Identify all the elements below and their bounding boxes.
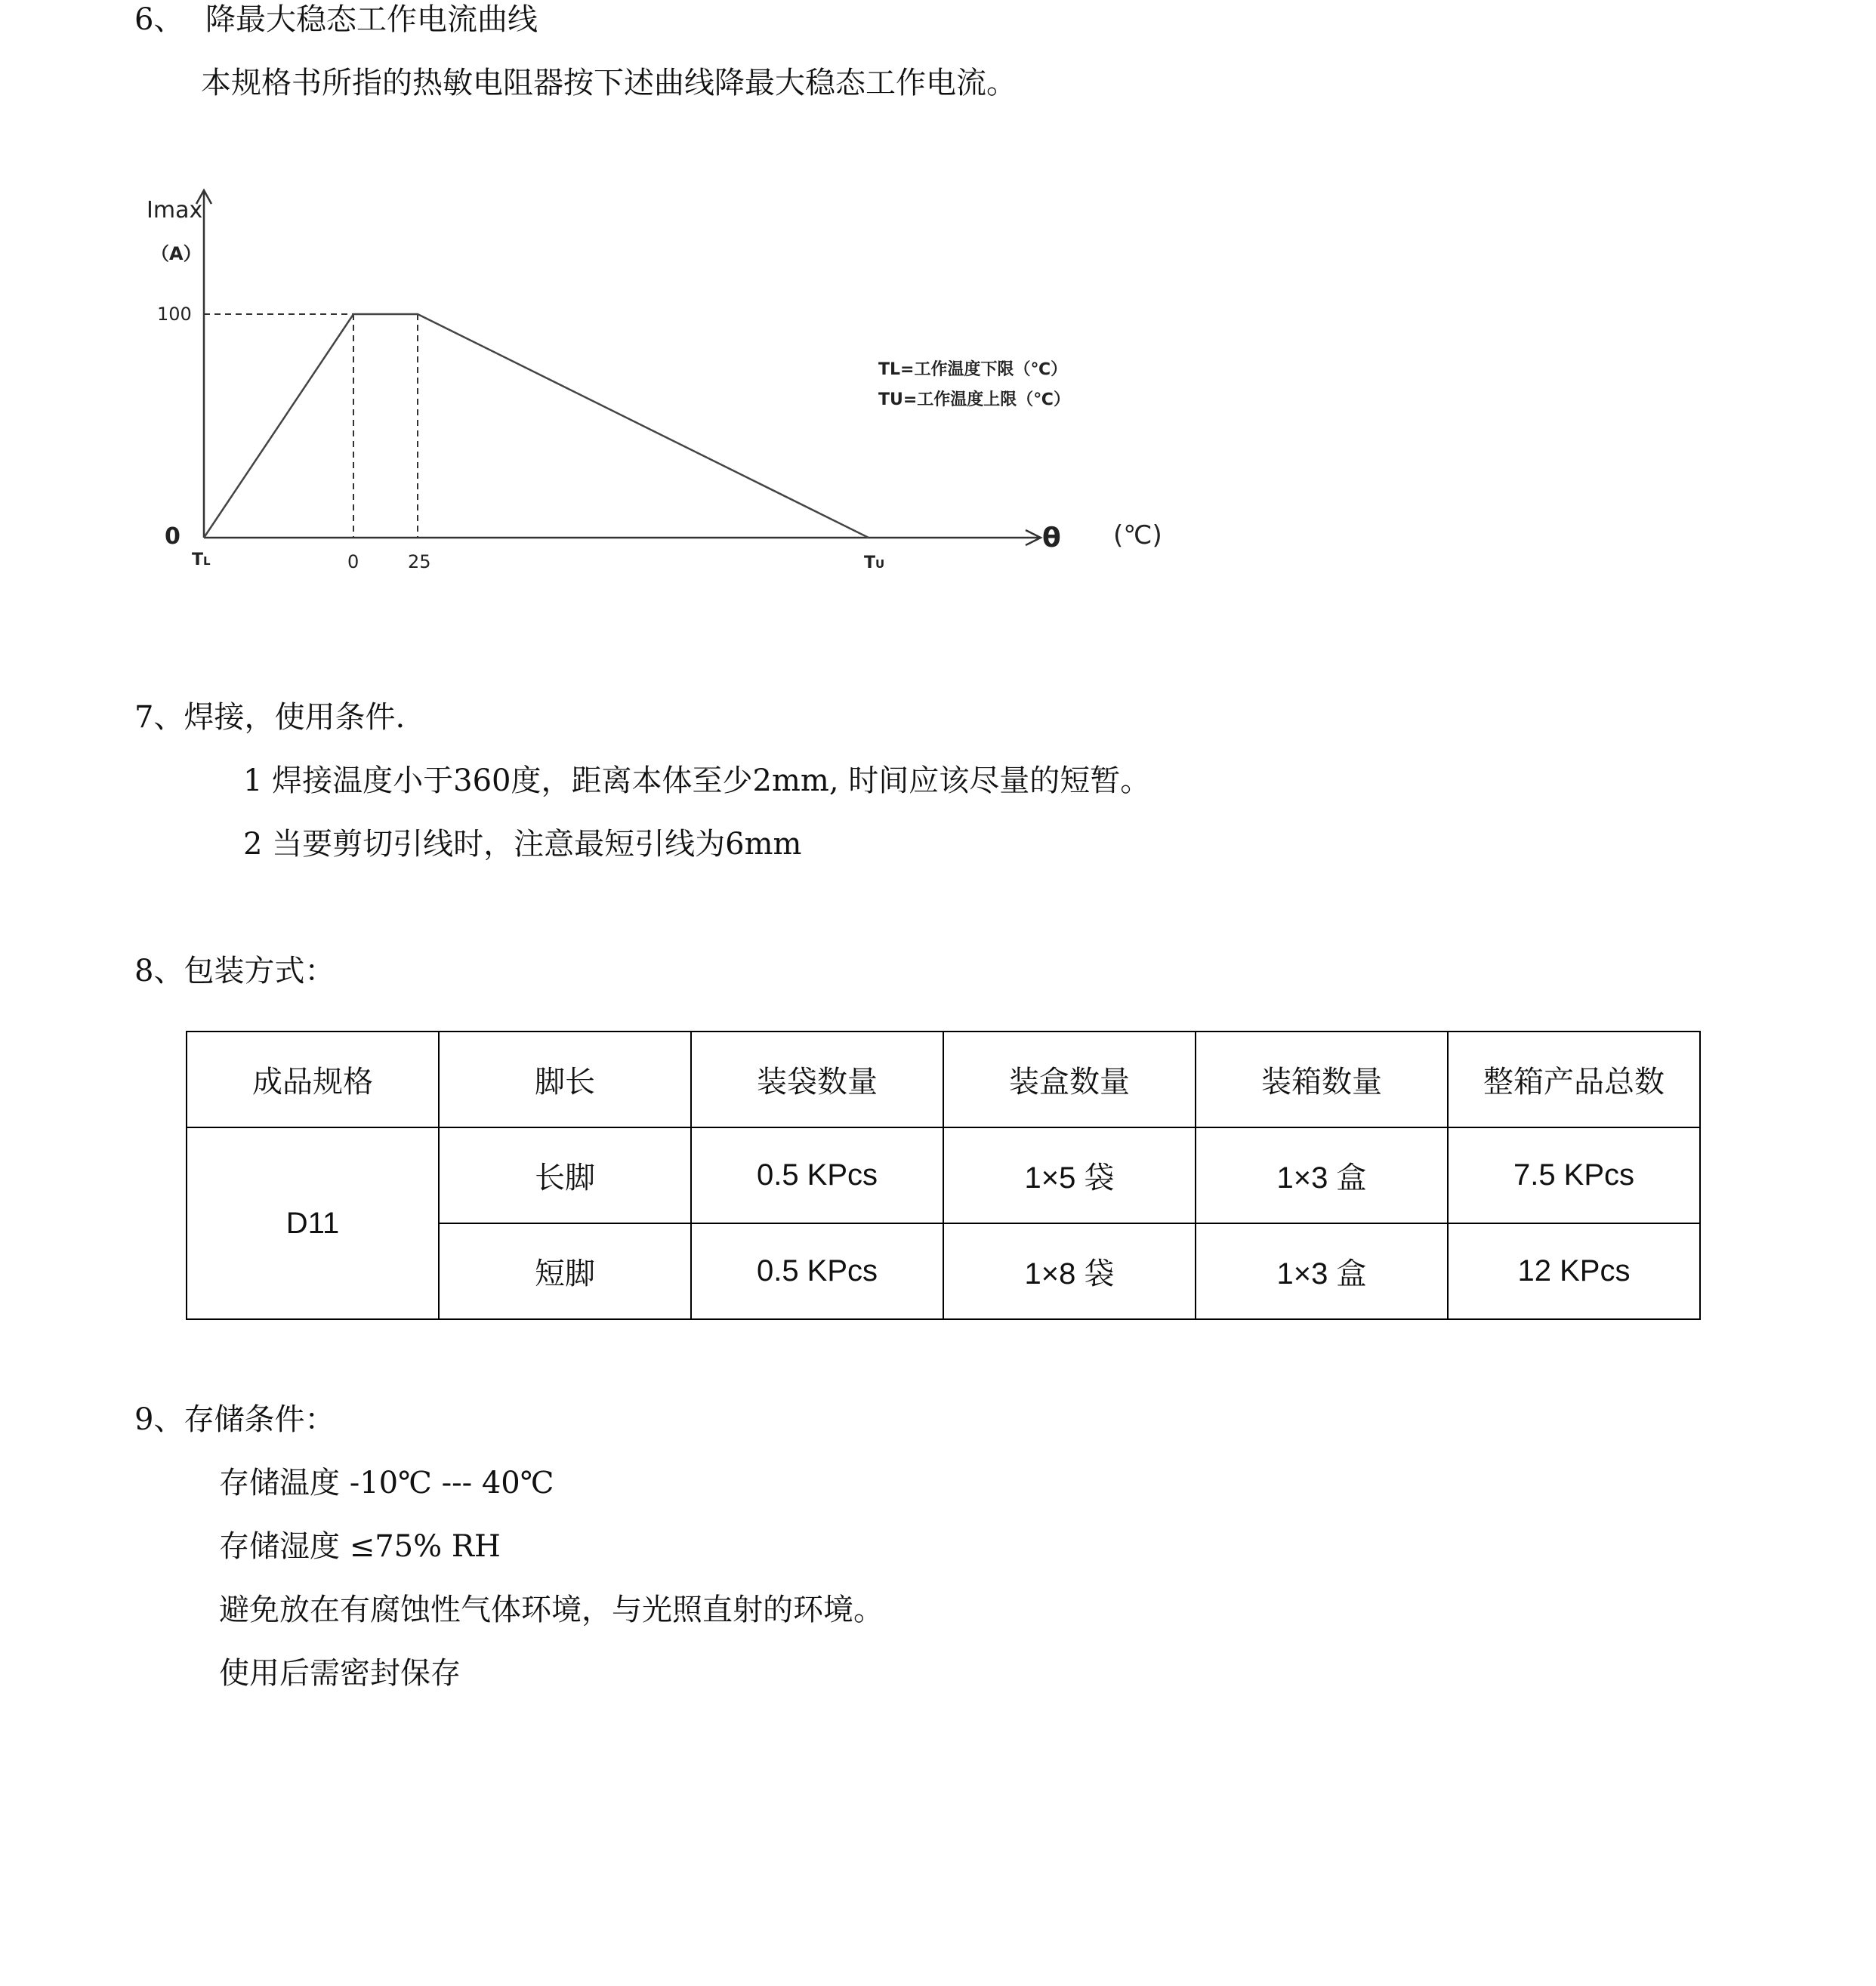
section7-title: 7、焊接，使用条件.: [134, 700, 406, 735]
carton-total-cell: 12 KPcs: [1448, 1223, 1700, 1319]
derating-chart: [134, 178, 1192, 601]
storage-humidity: 存储湿度 ≤75% RH: [219, 1529, 501, 1564]
leg-length-cell: 短脚: [439, 1223, 691, 1319]
storage-temperature: 存储温度 -10℃ --- 40℃: [219, 1466, 554, 1500]
x-label-theta: θ: [1042, 523, 1061, 554]
bag-qty-cell: 0.5 KPcs: [691, 1223, 943, 1319]
legend-tl: TL=工作温度下限（℃）: [878, 360, 1068, 379]
legend-tu: TU=工作温度上限（℃）: [878, 390, 1070, 409]
x-label-unit: (℃): [1113, 520, 1162, 550]
storage-seal: 使用后需密封保存: [219, 1656, 461, 1691]
section6-title: 降最大稳态工作电流曲线: [205, 2, 538, 37]
x-tick-tu: TU: [864, 554, 885, 572]
y-label-imax: Imax: [147, 197, 203, 224]
header-spec: 成品规格: [187, 1032, 439, 1127]
box-qty-cell: 1×5 袋: [943, 1127, 1196, 1223]
section7-item-1: 1 焊接温度小于360度，距离本体至少2mm, 时间应该尽量的短暂。: [243, 763, 1151, 798]
header-box-qty: 装盒数量: [943, 1032, 1196, 1127]
leg-length-cell: 长脚: [439, 1127, 691, 1223]
storage-environment: 避免放在有腐蚀性气体环境，与光照直射的环境。: [219, 1593, 884, 1627]
section8-title: 8、包装方式：: [134, 954, 335, 988]
table-header-row: [187, 1032, 1700, 1127]
y-tick-100: 100: [157, 304, 192, 325]
header-carton-total: 整箱产品总数: [1448, 1032, 1700, 1127]
section6-text: 本规格书所指的热敏电阻器按下述曲线降最大稳态工作电流。: [201, 66, 1017, 100]
y-tick-0: 0: [165, 523, 181, 550]
carton-qty-cell: 1×3 盒: [1196, 1127, 1448, 1223]
bag-qty-cell: 0.5 KPcs: [691, 1127, 943, 1223]
carton-total-cell: 7.5 KPcs: [1448, 1127, 1700, 1223]
section7-item-2: 2 当要剪切引线时，注意最短引线为6mm: [243, 827, 802, 862]
x-tick-25: 25: [408, 551, 431, 572]
header-carton-qty: 装箱数量: [1196, 1032, 1448, 1127]
table-row: [187, 1127, 1700, 1223]
header-bag-qty: 装袋数量: [691, 1032, 943, 1127]
x-tick-0: 0: [347, 551, 359, 572]
spec-cell: D11: [187, 1127, 439, 1319]
packing-table: [186, 1031, 1701, 1320]
section9-title: 9、存储条件：: [134, 1402, 335, 1437]
y-label-unit: （A）: [151, 243, 202, 264]
carton-qty-cell: 1×3 盒: [1196, 1223, 1448, 1319]
header-leg-length: 脚长: [439, 1032, 691, 1127]
section6-number: 6、: [134, 2, 184, 37]
derating-curve: [204, 314, 869, 538]
x-tick-tl: TL: [192, 550, 211, 569]
box-qty-cell: 1×8 袋: [943, 1223, 1196, 1319]
